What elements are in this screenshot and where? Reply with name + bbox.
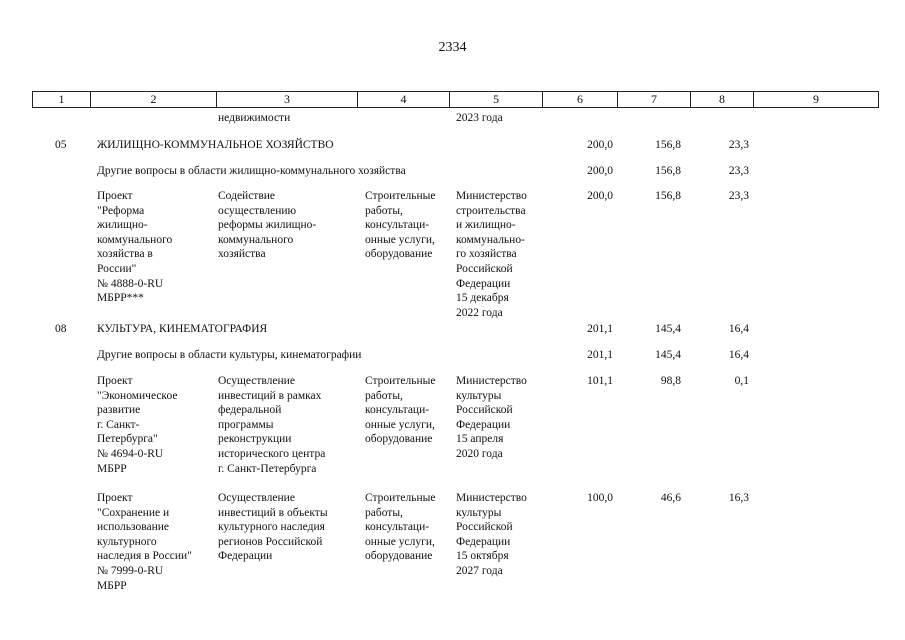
project-name: Проект "Реформа жилищно- коммунального хозяйства в России" № 4888-0-RU МБРР*** (97, 190, 173, 305)
project-value-col6: 101,1 (587, 375, 613, 387)
section-code: 08 (55, 323, 67, 335)
col-header-7: 7 (618, 92, 691, 107)
project-work-type: Строительные работы, консультаци- онные услуги, оборудование (365, 190, 436, 261)
section-code: 05 (55, 139, 67, 151)
subsection-title: Другие вопросы в области культуры, кинематографии (97, 349, 362, 361)
project-value-col8: 0,1 (734, 375, 749, 387)
project-purpose: Содействие осуществлению реформы жилищно- коммунального хозяйства (218, 190, 317, 261)
section-value-col6: 200,0 (587, 139, 613, 151)
col-header-9: 9 (813, 92, 819, 106)
project-name: Проект "Экономическое развитие г. Санкт- Петербурга" № 4694-0-RU МБРР (97, 375, 178, 475)
carry-over-col5: 2023 года (456, 112, 503, 124)
page-number: 2334 (438, 40, 467, 55)
project-value-col7: 156,8 (655, 190, 681, 202)
subsection-value-col6: 200,0 (587, 165, 613, 177)
subsection-title: Другие вопросы в области жилищно-коммунального хозяйства (97, 165, 406, 177)
subsection-value-col8: 16,4 (728, 349, 749, 361)
section-title: ЖИЛИЩНО-КОММУНАЛЬНОЕ ХОЗЯЙСТВО (97, 139, 334, 151)
project-purpose: Осуществление инвестиций в объекты культурного наследия регионов Российской Федерации (218, 492, 328, 563)
project-value-col6: 200,0 (587, 190, 613, 202)
project-value-col8: 16,3 (728, 492, 749, 504)
project-value-col8: 23,3 (728, 190, 749, 202)
project-name: Проект "Сохранение и использование культурного наследия в России" № 7999-0-RU МБРР (97, 492, 192, 592)
col-header-6: 6 (543, 92, 618, 107)
section-value-col8: 23,3 (728, 139, 749, 151)
project-work-type: Строительные работы, консультаци- онные услуги, оборудование (365, 375, 436, 446)
project-ministry: Министерство строительства и жилищно- коммунально- го хозяйства Российской Федерации 15 декабря 2022 года (456, 190, 527, 319)
col-header-3: 3 (217, 92, 358, 107)
subsection-value-col7: 156,8 (655, 165, 681, 177)
table-column-header (32, 91, 879, 108)
col-header-4: 4 (358, 92, 450, 107)
section-value-col7: 145,4 (655, 323, 681, 335)
project-value-col6: 100,0 (587, 492, 613, 504)
section-value-col6: 201,1 (587, 323, 613, 335)
subsection-value-col6: 201,1 (587, 349, 613, 361)
col-header-5: 5 (450, 92, 543, 107)
project-ministry: Министерство культуры Российской Федерации 15 апреля 2020 года (456, 375, 527, 460)
col-header-8: 8 (691, 92, 754, 107)
project-purpose: Осуществление инвестиций в рамках федеральной программы реконструкции исторического центра г. Санкт-Петербурга (218, 375, 326, 475)
section-value-col8: 16,4 (728, 323, 749, 335)
project-value-col7: 98,8 (660, 375, 681, 387)
section-title: КУЛЬТУРА, КИНЕМАТОГРАФИЯ (97, 323, 268, 335)
subsection-value-col7: 145,4 (655, 349, 681, 361)
project-work-type: Строительные работы, консультаци- онные услуги, оборудование (365, 492, 436, 563)
col-header-1: 1 (33, 92, 91, 107)
project-ministry: Министерство культуры Российской Федерации 15 октября 2027 года (456, 492, 527, 577)
carry-over-col3: недвижимости (218, 112, 291, 124)
subsection-value-col8: 23,3 (728, 165, 749, 177)
section-value-col7: 156,8 (655, 139, 681, 151)
project-value-col7: 46,6 (660, 492, 681, 504)
col-header-2: 2 (91, 92, 217, 107)
